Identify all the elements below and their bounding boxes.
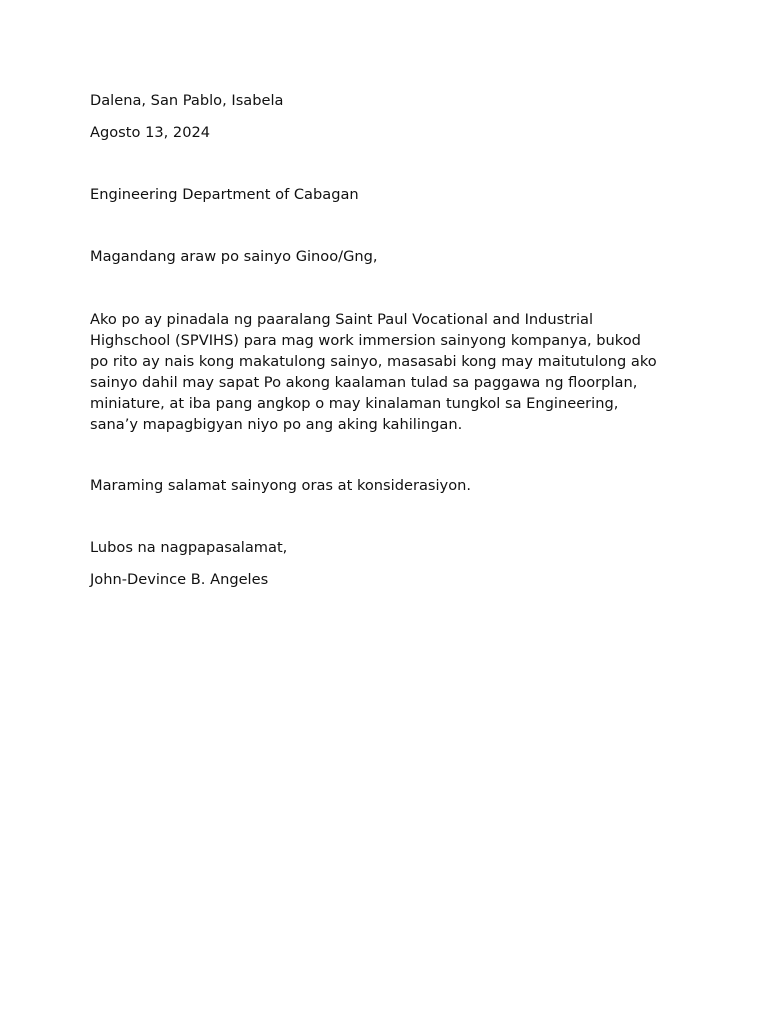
body-line: Ako po ay pinadala ng paaralang Saint Paul Vocational and Industrial <box>90 311 594 328</box>
body-paragraph <box>90 310 690 435</box>
sender-address: Dalena, San Pablo, Isabela <box>90 92 284 109</box>
body-line: sainyo dahil may sapat Po akong kaalaman tulad sa paggawa ng floorplan, <box>90 373 638 391</box>
body-line: sana’y mapagbigyan niyo po ang aking kahilingan. <box>90 415 463 433</box>
body-line: miniature, at iba pang angkop o may kinalaman tungkol sa Engineering, <box>90 394 619 412</box>
body-line: po rito ay nais kong makatulong sainyo, masasabi kong may maitutulong ako <box>90 352 657 370</box>
recipient-line: Engineering Department of Cabagan <box>90 186 359 203</box>
closing-line: Lubos na nagpapasalamat, <box>90 539 288 556</box>
thanks-line: Maraming salamat sainyong oras at konsiderasiyon. <box>90 477 472 494</box>
greeting-line: Magandang araw po sainyo Ginoo/Gng, <box>90 248 378 265</box>
signature-name: John-Devince B. Angeles <box>90 571 269 588</box>
body-line: Highschool (SPVIHS) para mag work immersion sainyong kompanya, bukod <box>90 331 641 349</box>
letter-date: Agosto 13, 2024 <box>90 124 211 141</box>
